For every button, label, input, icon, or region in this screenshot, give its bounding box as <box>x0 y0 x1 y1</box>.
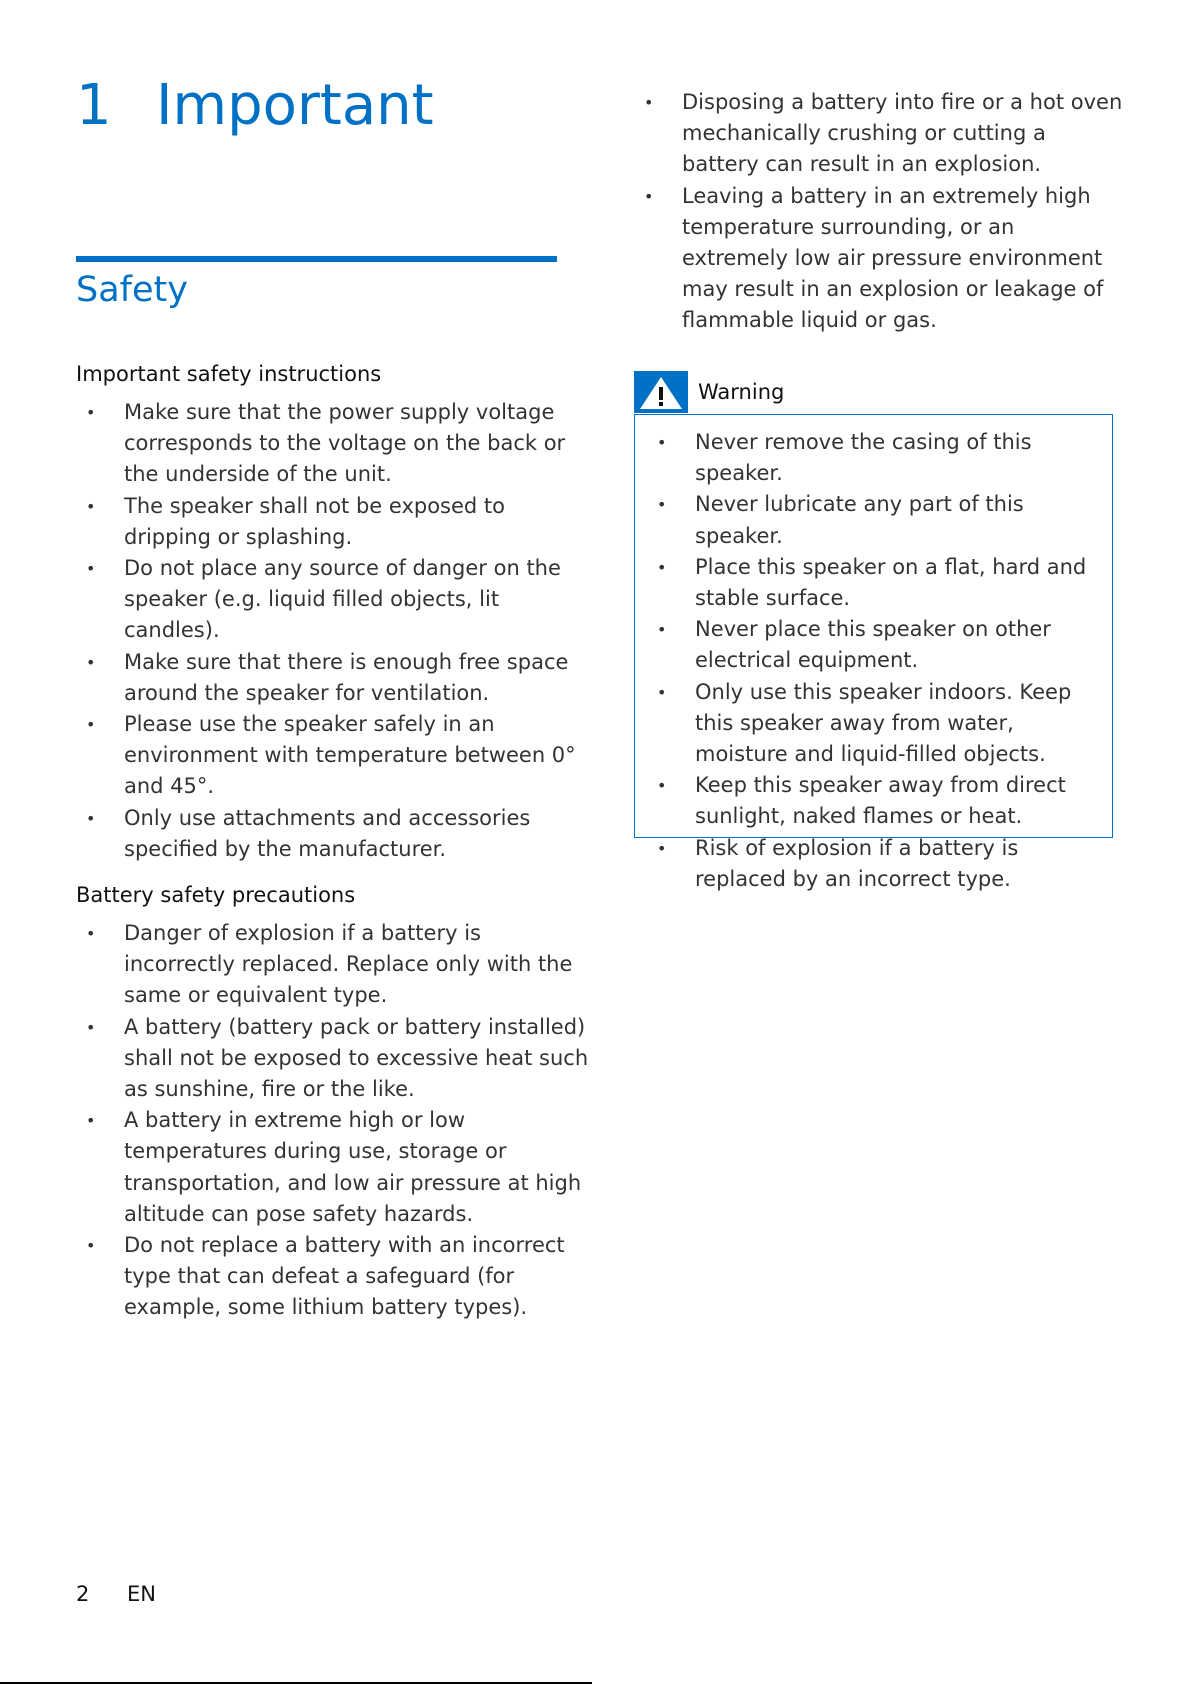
battery-list <box>76 918 596 1324</box>
list-item <box>634 181 1124 337</box>
list-item-text: Never remove the casing of this speaker. <box>695 430 1032 486</box>
section-title: Safety <box>76 270 188 310</box>
list-item <box>76 647 596 709</box>
warning-label: Warning <box>698 380 785 404</box>
list-item-text: Risk of explosion if a battery is replaced by an incorrect type. <box>695 835 1019 891</box>
list-item <box>76 1012 596 1106</box>
list-item <box>76 1105 596 1230</box>
list-item <box>76 553 596 647</box>
warning-list <box>647 427 1109 895</box>
bullet-icon: • <box>86 559 96 579</box>
list-item-text: Only use this speaker indoors. Keep this speaker away from water, moisture and liquid-filled objects. <box>695 679 1072 767</box>
section-rule <box>76 256 557 262</box>
list-item <box>647 427 1109 489</box>
bullet-icon: • <box>86 1017 96 1037</box>
list-item <box>647 552 1109 614</box>
list-item-text: Make sure that there is enough free space around the speaker for ventilation. <box>124 649 569 705</box>
list-item <box>647 833 1109 895</box>
chapter-title: Important <box>156 73 434 138</box>
bullet-icon: • <box>86 403 96 422</box>
bullet-icon: • <box>657 620 667 640</box>
list-item <box>647 614 1109 676</box>
bullet-icon: • <box>657 495 667 515</box>
list-item-text: The speaker shall not be exposed to dripping or splashing. <box>124 493 505 549</box>
list-item-text: Leaving a battery in an extremely high temperature surrounding, or an extremely low air pressure environment may result in an explosion or leakage of flammable liquid or gas. <box>682 183 1104 333</box>
bullet-icon: • <box>657 557 667 577</box>
instructions-list <box>76 397 596 865</box>
bullet-icon: • <box>644 186 654 206</box>
list-item-text: A battery (battery pack or battery installed) shall not be exposed to excessive heat such as sunshine, fire or the like. <box>124 1014 589 1102</box>
list-item-text: A battery in extreme high or low temperatures during use, storage or transportation, and low air pressure at high altitude can pose safety hazards. <box>124 1108 582 1226</box>
chapter-number: 1 <box>76 73 112 138</box>
instructions-heading: Important safety instructions <box>76 362 382 386</box>
list-item-text: Disposing a battery into fire or a hot oven mechanically crushing or cutting a battery can result in an explosion. <box>682 90 1123 177</box>
list-item-text: Make sure that the power supply voltage corresponds to the voltage on the back or the underside of the unit. <box>124 400 566 487</box>
bullet-icon: • <box>86 496 96 516</box>
chapter-heading <box>76 73 434 138</box>
list-item <box>634 87 1124 181</box>
list-item-text: Never place this speaker on other electrical equipment. <box>695 617 1051 673</box>
bullet-icon: • <box>657 682 667 702</box>
list-item <box>76 1230 596 1324</box>
bullet-icon: • <box>86 1111 96 1131</box>
warning-triangle-icon <box>634 371 688 413</box>
bullet-icon: • <box>644 93 654 112</box>
list-item <box>76 397 596 491</box>
bullet-icon: • <box>86 924 96 943</box>
list-item-text: Place this speaker on a flat, hard and stable surface. <box>695 554 1087 611</box>
bullet-icon: • <box>657 838 667 858</box>
battery-continued-list <box>634 87 1124 337</box>
list-item <box>76 803 596 865</box>
list-item <box>647 677 1109 771</box>
list-item-text: Danger of explosion if a battery is incorrectly replaced. Replace only with the same or equivalent type. <box>124 921 573 1008</box>
list-item <box>76 918 596 1012</box>
bullet-icon: • <box>86 1236 96 1256</box>
list-item-text: Please use the speaker safely in an environment with temperature between 0° and 45°. <box>124 712 576 799</box>
footer-page-number: 2 <box>76 1582 90 1606</box>
list-item-text: Keep this speaker away from direct sunlight, naked flames or heat. <box>695 773 1066 829</box>
bullet-icon: • <box>657 433 667 452</box>
bullet-icon: • <box>86 652 96 672</box>
bullet-icon: • <box>86 808 96 828</box>
list-item <box>647 489 1109 551</box>
warning-box <box>634 414 1113 891</box>
footer-rule <box>0 1682 592 1684</box>
bullet-icon: • <box>86 715 96 735</box>
list-item-text: Never lubricate any part of this speaker. <box>695 492 1024 548</box>
list-item-text: Do not replace a battery with an incorrect type that can defeat a safeguard (for example, some lithium battery types). <box>124 1233 565 1320</box>
bullet-icon: • <box>657 776 667 796</box>
list-item <box>647 770 1109 832</box>
list-item <box>76 491 596 553</box>
list-item <box>76 709 596 803</box>
footer-language: EN <box>127 1582 156 1606</box>
battery-heading: Battery safety precautions <box>76 883 356 907</box>
list-item-text: Do not place any source of danger on the speaker (e.g. liquid filled objects, lit candles). <box>124 556 561 643</box>
warning-header <box>634 371 894 413</box>
list-item-text: Only use attachments and accessories specified by the manufacturer. <box>124 805 531 861</box>
